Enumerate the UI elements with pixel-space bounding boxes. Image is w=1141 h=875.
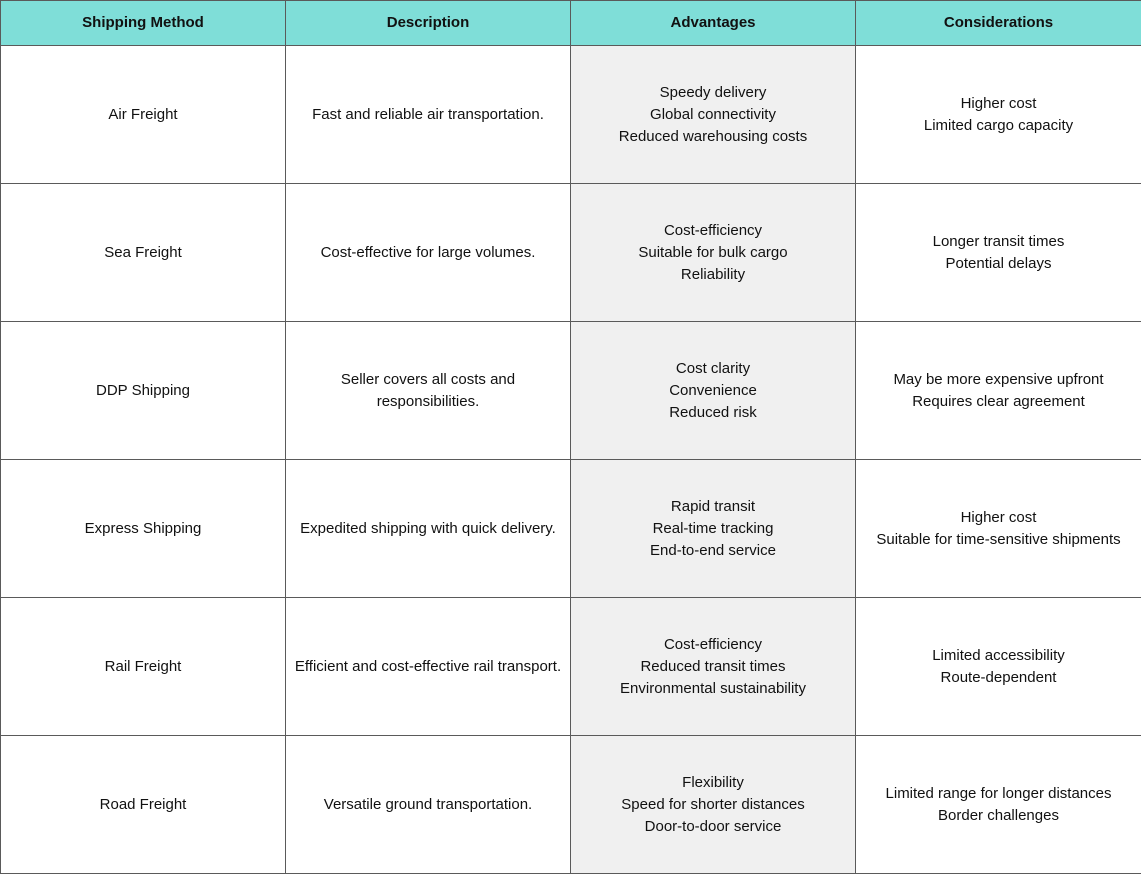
consideration-item: Route-dependent	[940, 668, 1057, 686]
advantage-item: Door-to-door service	[644, 817, 782, 835]
method-cell: Sea Freight	[1, 184, 286, 322]
advantages-cell	[571, 322, 856, 460]
header-considerations: Considerations	[856, 1, 1141, 46]
advantage-item: Suitable for bulk cargo	[638, 243, 788, 261]
advantage-item: Speed for shorter distances	[621, 795, 805, 813]
considerations-cell	[856, 598, 1141, 736]
table-header	[1, 1, 1141, 46]
table-row	[1, 736, 1141, 874]
table-body	[1, 46, 1141, 874]
consideration-item: Border challenges	[938, 806, 1059, 824]
consideration-item: Higher cost	[960, 94, 1037, 112]
advantages-cell	[571, 736, 856, 874]
advantage-item: Global connectivity	[650, 105, 776, 123]
advantages-cell	[571, 598, 856, 736]
advantage-item: Real-time tracking	[652, 519, 774, 537]
consideration-item: May be more expensive upfront	[893, 370, 1104, 388]
table-row	[1, 598, 1141, 736]
consideration-item: Limited range for longer distances	[885, 784, 1112, 802]
description-cell: Efficient and cost-effective rail transport.	[286, 598, 571, 736]
table-row	[1, 322, 1141, 460]
considerations-cell	[856, 46, 1141, 184]
considerations-cell	[856, 322, 1141, 460]
method-cell: Road Freight	[1, 736, 286, 874]
description-cell: Cost-effective for large volumes.	[286, 184, 571, 322]
method-cell: DDP Shipping	[1, 322, 286, 460]
consideration-item: Potential delays	[945, 254, 1052, 272]
advantage-item: Reliability	[680, 265, 746, 283]
description-cell: Versatile ground transportation.	[286, 736, 571, 874]
advantages-cell	[571, 46, 856, 184]
advantages-cell	[571, 184, 856, 322]
description-cell: Expedited shipping with quick delivery.	[286, 460, 571, 598]
advantage-item: End-to-end service	[650, 541, 776, 559]
advantage-item: Reduced transit times	[640, 657, 786, 675]
consideration-item: Longer transit times	[932, 232, 1065, 250]
consideration-item: Limited accessibility	[932, 646, 1065, 664]
advantage-item: Cost-efficiency	[663, 635, 763, 653]
table-row	[1, 46, 1141, 184]
advantage-item: Convenience	[669, 381, 757, 399]
header-row	[1, 1, 1141, 46]
advantage-item: Cost-efficiency	[663, 221, 763, 239]
advantages-cell	[571, 460, 856, 598]
method-cell: Air Freight	[1, 46, 286, 184]
advantage-item: Flexibility	[682, 773, 744, 791]
table-row	[1, 184, 1141, 322]
considerations-cell	[856, 184, 1141, 322]
advantage-item: Speedy delivery	[659, 83, 767, 101]
method-cell: Rail Freight	[1, 598, 286, 736]
advantage-item: Reduced warehousing costs	[618, 127, 808, 145]
considerations-cell	[856, 736, 1141, 874]
advantage-item: Environmental sustainability	[620, 679, 806, 697]
method-cell: Express Shipping	[1, 460, 286, 598]
considerations-cell	[856, 460, 1141, 598]
header-description: Description	[286, 1, 571, 46]
consideration-item: Suitable for time-sensitive shipments	[876, 530, 1121, 548]
description-cell: Fast and reliable air transportation.	[286, 46, 571, 184]
header-shipping-method: Shipping Method	[1, 1, 286, 46]
advantage-item: Reduced risk	[669, 403, 757, 421]
advantage-item: Cost clarity	[675, 359, 751, 377]
consideration-item: Limited cargo capacity	[923, 116, 1074, 134]
header-advantages: Advantages	[571, 1, 856, 46]
table-row	[1, 460, 1141, 598]
description-cell: Seller covers all costs and responsibilities.	[286, 322, 571, 460]
consideration-item: Requires clear agreement	[912, 392, 1085, 410]
consideration-item: Higher cost	[960, 508, 1037, 526]
advantage-item: Rapid transit	[670, 497, 756, 515]
